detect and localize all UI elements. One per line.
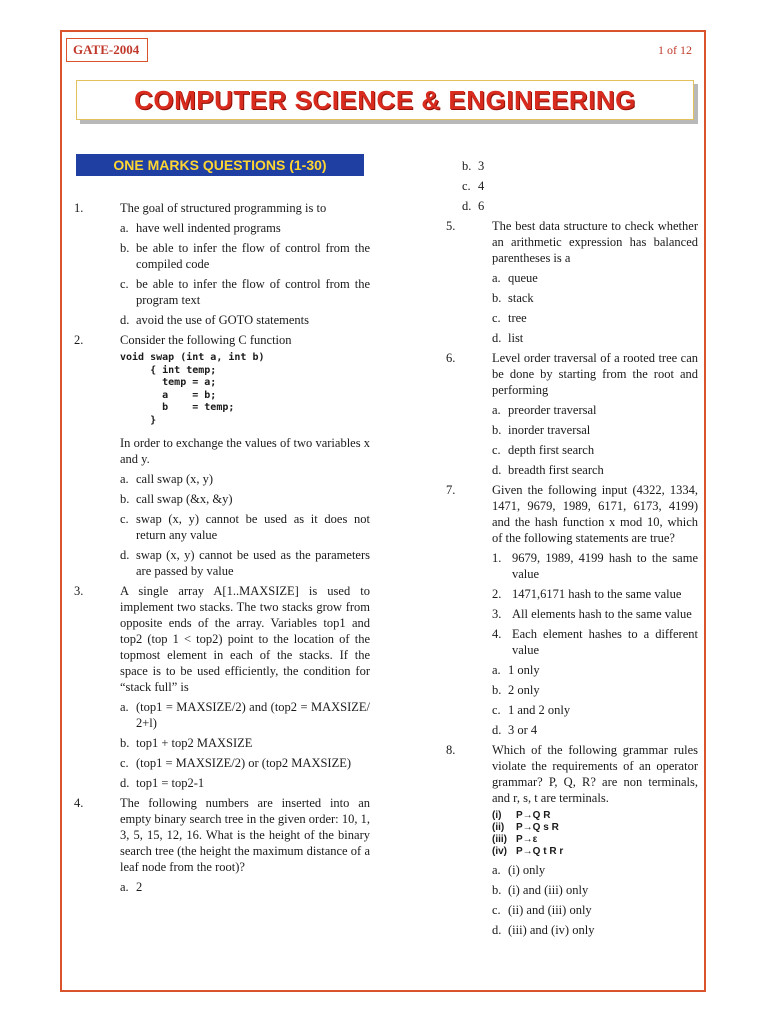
- option: [120, 699, 370, 731]
- question-text: Which of the following grammar rules violate the requirements of an operator grammar? P, Q, R? are non terminals, and r, s, t are terminals.: [492, 743, 698, 805]
- option: [120, 879, 370, 895]
- option: [492, 922, 698, 938]
- option-text: 1 and 2 only: [508, 703, 571, 717]
- option-label: c.: [120, 512, 129, 526]
- statement-text: 9679, 1989, 4199 hash to the same value: [512, 551, 698, 581]
- option-text: queue: [508, 271, 538, 285]
- option-label: a.: [120, 880, 129, 894]
- statement-text: Each element hashes to a different value: [512, 627, 698, 657]
- option-label: d.: [120, 776, 130, 790]
- option-text: 4: [478, 179, 485, 193]
- question-text: The following numbers are inserted into an empty binary search tree in the given order: 10, 1, 3, 5, 15, 12, 16. What is the height of the binary search tree (the height the maximum distance of a leaf node from the root)?: [120, 796, 370, 874]
- rule-label: (iv): [492, 846, 507, 857]
- rule-text: P→Q s R: [516, 822, 559, 833]
- grammar-rule: [492, 846, 698, 858]
- rule-text: P→ε: [516, 834, 538, 845]
- question-1: [74, 200, 370, 216]
- option-text: call swap (x, y): [136, 472, 214, 486]
- option: [492, 882, 698, 898]
- statement-text: 1471,6171 hash to the same value: [512, 587, 682, 601]
- question-number: 8.: [446, 743, 456, 757]
- options-q7: [492, 662, 698, 738]
- option-text: call swap (&x, &y): [136, 492, 233, 506]
- option: [120, 755, 370, 771]
- page-title: COMPUTER SCIENCE & ENGINEERING: [134, 84, 636, 115]
- option: [120, 735, 370, 751]
- question-number: 7.: [446, 483, 456, 497]
- question-text: Level order traversal of a rooted tree can be done by starting from the root and performing: [492, 351, 698, 397]
- option-label: c.: [120, 277, 129, 291]
- option: [120, 276, 370, 308]
- question-number: 3.: [74, 584, 84, 598]
- option: [492, 662, 698, 678]
- question-6: [446, 350, 698, 398]
- option: [492, 682, 698, 698]
- option: [462, 158, 698, 174]
- question-8: [446, 742, 698, 806]
- question-text: A single array A[1..MAXSIZE] is used to implement two stacks. The two stacks grow from opposite ends of the array. Variables top1 and top2 (top 1 < top2) point to the location of the topmost element in each of the stacks. If the space is to be used efficiently, the condition for “stack full” is: [120, 584, 370, 694]
- question-number: 5.: [446, 219, 456, 233]
- option-label: d.: [492, 331, 502, 345]
- option-text: 2 only: [508, 683, 540, 697]
- option-text: depth first search: [508, 443, 595, 457]
- option: [120, 511, 370, 543]
- option-label: c.: [492, 443, 501, 457]
- option-label: c.: [492, 311, 501, 325]
- option: [120, 775, 370, 791]
- rule-label: (i): [492, 810, 502, 821]
- option-text: list: [508, 331, 524, 345]
- option-text: 3: [478, 159, 485, 173]
- rule-text: P→Q R: [516, 810, 551, 821]
- option: [120, 547, 370, 579]
- statement-label: 2.: [492, 587, 502, 601]
- option: [492, 310, 698, 326]
- option-text: (top1 = MAXSIZE/2) and (top2 = MAXSIZE/ 2+l): [136, 700, 370, 730]
- option-text: avoid the use of GOTO statements: [136, 313, 309, 327]
- question-3: [74, 583, 370, 695]
- statement: [492, 606, 698, 622]
- option: [120, 471, 370, 487]
- option-label: c.: [492, 903, 501, 917]
- options-q3: [120, 699, 370, 791]
- question-text: The best data structure to check whether an arithmetic expression has balanced parentheses is a: [492, 219, 698, 265]
- option-text: swap (x, y) cannot be used as the parameters are passed by value: [136, 548, 370, 578]
- option: [462, 178, 698, 194]
- option: [120, 312, 370, 328]
- option-text: swap (x, y) cannot be used as it does not return any value: [136, 512, 370, 542]
- option-text: inorder traversal: [508, 423, 591, 437]
- option-text: top1 = top2-1: [136, 776, 205, 790]
- option-label: d.: [120, 313, 130, 327]
- option-label: b.: [120, 736, 130, 750]
- statement: [492, 626, 698, 658]
- options-q8: [492, 862, 698, 938]
- option-label: a.: [492, 663, 501, 677]
- options-q4-continued: [462, 158, 698, 214]
- options-q6: [492, 402, 698, 478]
- title-box: [76, 80, 694, 120]
- option-label: b.: [120, 492, 130, 506]
- option-label: d.: [492, 723, 502, 737]
- option-label: b.: [492, 883, 502, 897]
- grammar-rule: [492, 834, 698, 846]
- question-2: [74, 332, 370, 348]
- option-label: a.: [120, 472, 129, 486]
- option-label: b.: [492, 683, 502, 697]
- question-text: Consider the following C function: [120, 333, 292, 347]
- option: [492, 702, 698, 718]
- option-text: 2: [136, 880, 143, 894]
- question-text: Given the following input (4322, 1334, 1471, 9679, 1989, 6171, 6173, 4199) and the hash function x mod 10, which of the following statements are true?: [492, 483, 698, 545]
- question-4: [74, 795, 370, 875]
- option: [492, 270, 698, 286]
- option-label: b.: [492, 291, 502, 305]
- question-number: 6.: [446, 351, 456, 365]
- left-column: [74, 200, 370, 899]
- option-label: a.: [492, 863, 501, 877]
- option: [492, 862, 698, 878]
- right-column: [446, 154, 698, 942]
- grammar-rules: [492, 810, 698, 858]
- question-number: 2.: [74, 333, 84, 347]
- grammar-rule: [492, 810, 698, 822]
- statement-text: All elements hash to the same value: [512, 607, 692, 621]
- section-header: ONE MARKS QUESTIONS (1-30): [76, 154, 364, 176]
- rule-text: P→Q t R r: [516, 846, 564, 857]
- question-7: [446, 482, 698, 546]
- option-text: 1 only: [508, 663, 540, 677]
- option: [492, 442, 698, 458]
- question-number: 4.: [74, 796, 84, 810]
- option: [492, 722, 698, 738]
- option: [462, 198, 698, 214]
- option-text: have well indented programs: [136, 221, 281, 235]
- grammar-rule: [492, 822, 698, 834]
- option: [492, 330, 698, 346]
- option-text: top1 + top2 MAXSIZE: [136, 736, 253, 750]
- option-label: c.: [462, 179, 471, 193]
- option-label: a.: [492, 271, 501, 285]
- option: [492, 902, 698, 918]
- option: [120, 240, 370, 272]
- option-text: 6: [478, 199, 485, 213]
- options-q4: [120, 879, 370, 895]
- option: [492, 290, 698, 306]
- statement-label: 4.: [492, 627, 502, 641]
- option-label: b.: [462, 159, 472, 173]
- option-text: breadth first search: [508, 463, 604, 477]
- statement-label: 1.: [492, 551, 502, 565]
- option: [492, 422, 698, 438]
- option-text: tree: [508, 311, 527, 325]
- option-label: a.: [492, 403, 501, 417]
- option-label: c.: [492, 703, 501, 717]
- rule-label: (iii): [492, 834, 507, 845]
- question-2-continuation: [120, 435, 370, 579]
- option-text: stack: [508, 291, 534, 305]
- question-text: In order to exchange the values of two variables x and y.: [120, 436, 370, 466]
- option-label: d.: [492, 463, 502, 477]
- option-text: (i) only: [508, 863, 546, 877]
- option-label: a.: [120, 221, 129, 235]
- option-text: (top1 = MAXSIZE/2) or (top2 MAXSIZE): [136, 756, 352, 770]
- option-label: b.: [120, 241, 130, 255]
- question-number: 1.: [74, 201, 84, 215]
- option-text: 3 or 4: [508, 723, 538, 737]
- option-text: be able to infer the flow of control from the compiled code: [136, 241, 370, 271]
- question-5: [446, 218, 698, 266]
- statements-q7: [492, 550, 698, 658]
- option-label: b.: [492, 423, 502, 437]
- page-frame: [60, 30, 706, 992]
- page-number: 1 of 12: [658, 43, 692, 57]
- option: [120, 491, 370, 507]
- exam-badge: GATE-2004: [66, 38, 148, 62]
- rule-label: (ii): [492, 822, 505, 833]
- option: [492, 402, 698, 418]
- options-q1: [120, 220, 370, 328]
- option-text: (ii) and (iii) only: [508, 903, 592, 917]
- option-label: a.: [120, 700, 129, 714]
- option-label: d.: [462, 199, 472, 213]
- option: [492, 462, 698, 478]
- option-text: (i) and (iii) only: [508, 883, 589, 897]
- question-text: The goal of structured programming is to: [120, 201, 327, 215]
- statement: [492, 550, 698, 582]
- option-text: (iii) and (iv) only: [508, 923, 595, 937]
- option-text: be able to infer the flow of control from the program text: [136, 277, 370, 307]
- option-label: d.: [120, 548, 130, 562]
- option-label: c.: [120, 756, 129, 770]
- statement-label: 3.: [492, 607, 502, 621]
- option: [120, 220, 370, 236]
- option-text: preorder traversal: [508, 403, 597, 417]
- options-q5: [492, 270, 698, 346]
- option-label: d.: [492, 923, 502, 937]
- code-block: void swap (int a, int b) { int temp; temp = a; a = b; b = temp; }: [120, 352, 265, 426]
- statement: [492, 586, 698, 602]
